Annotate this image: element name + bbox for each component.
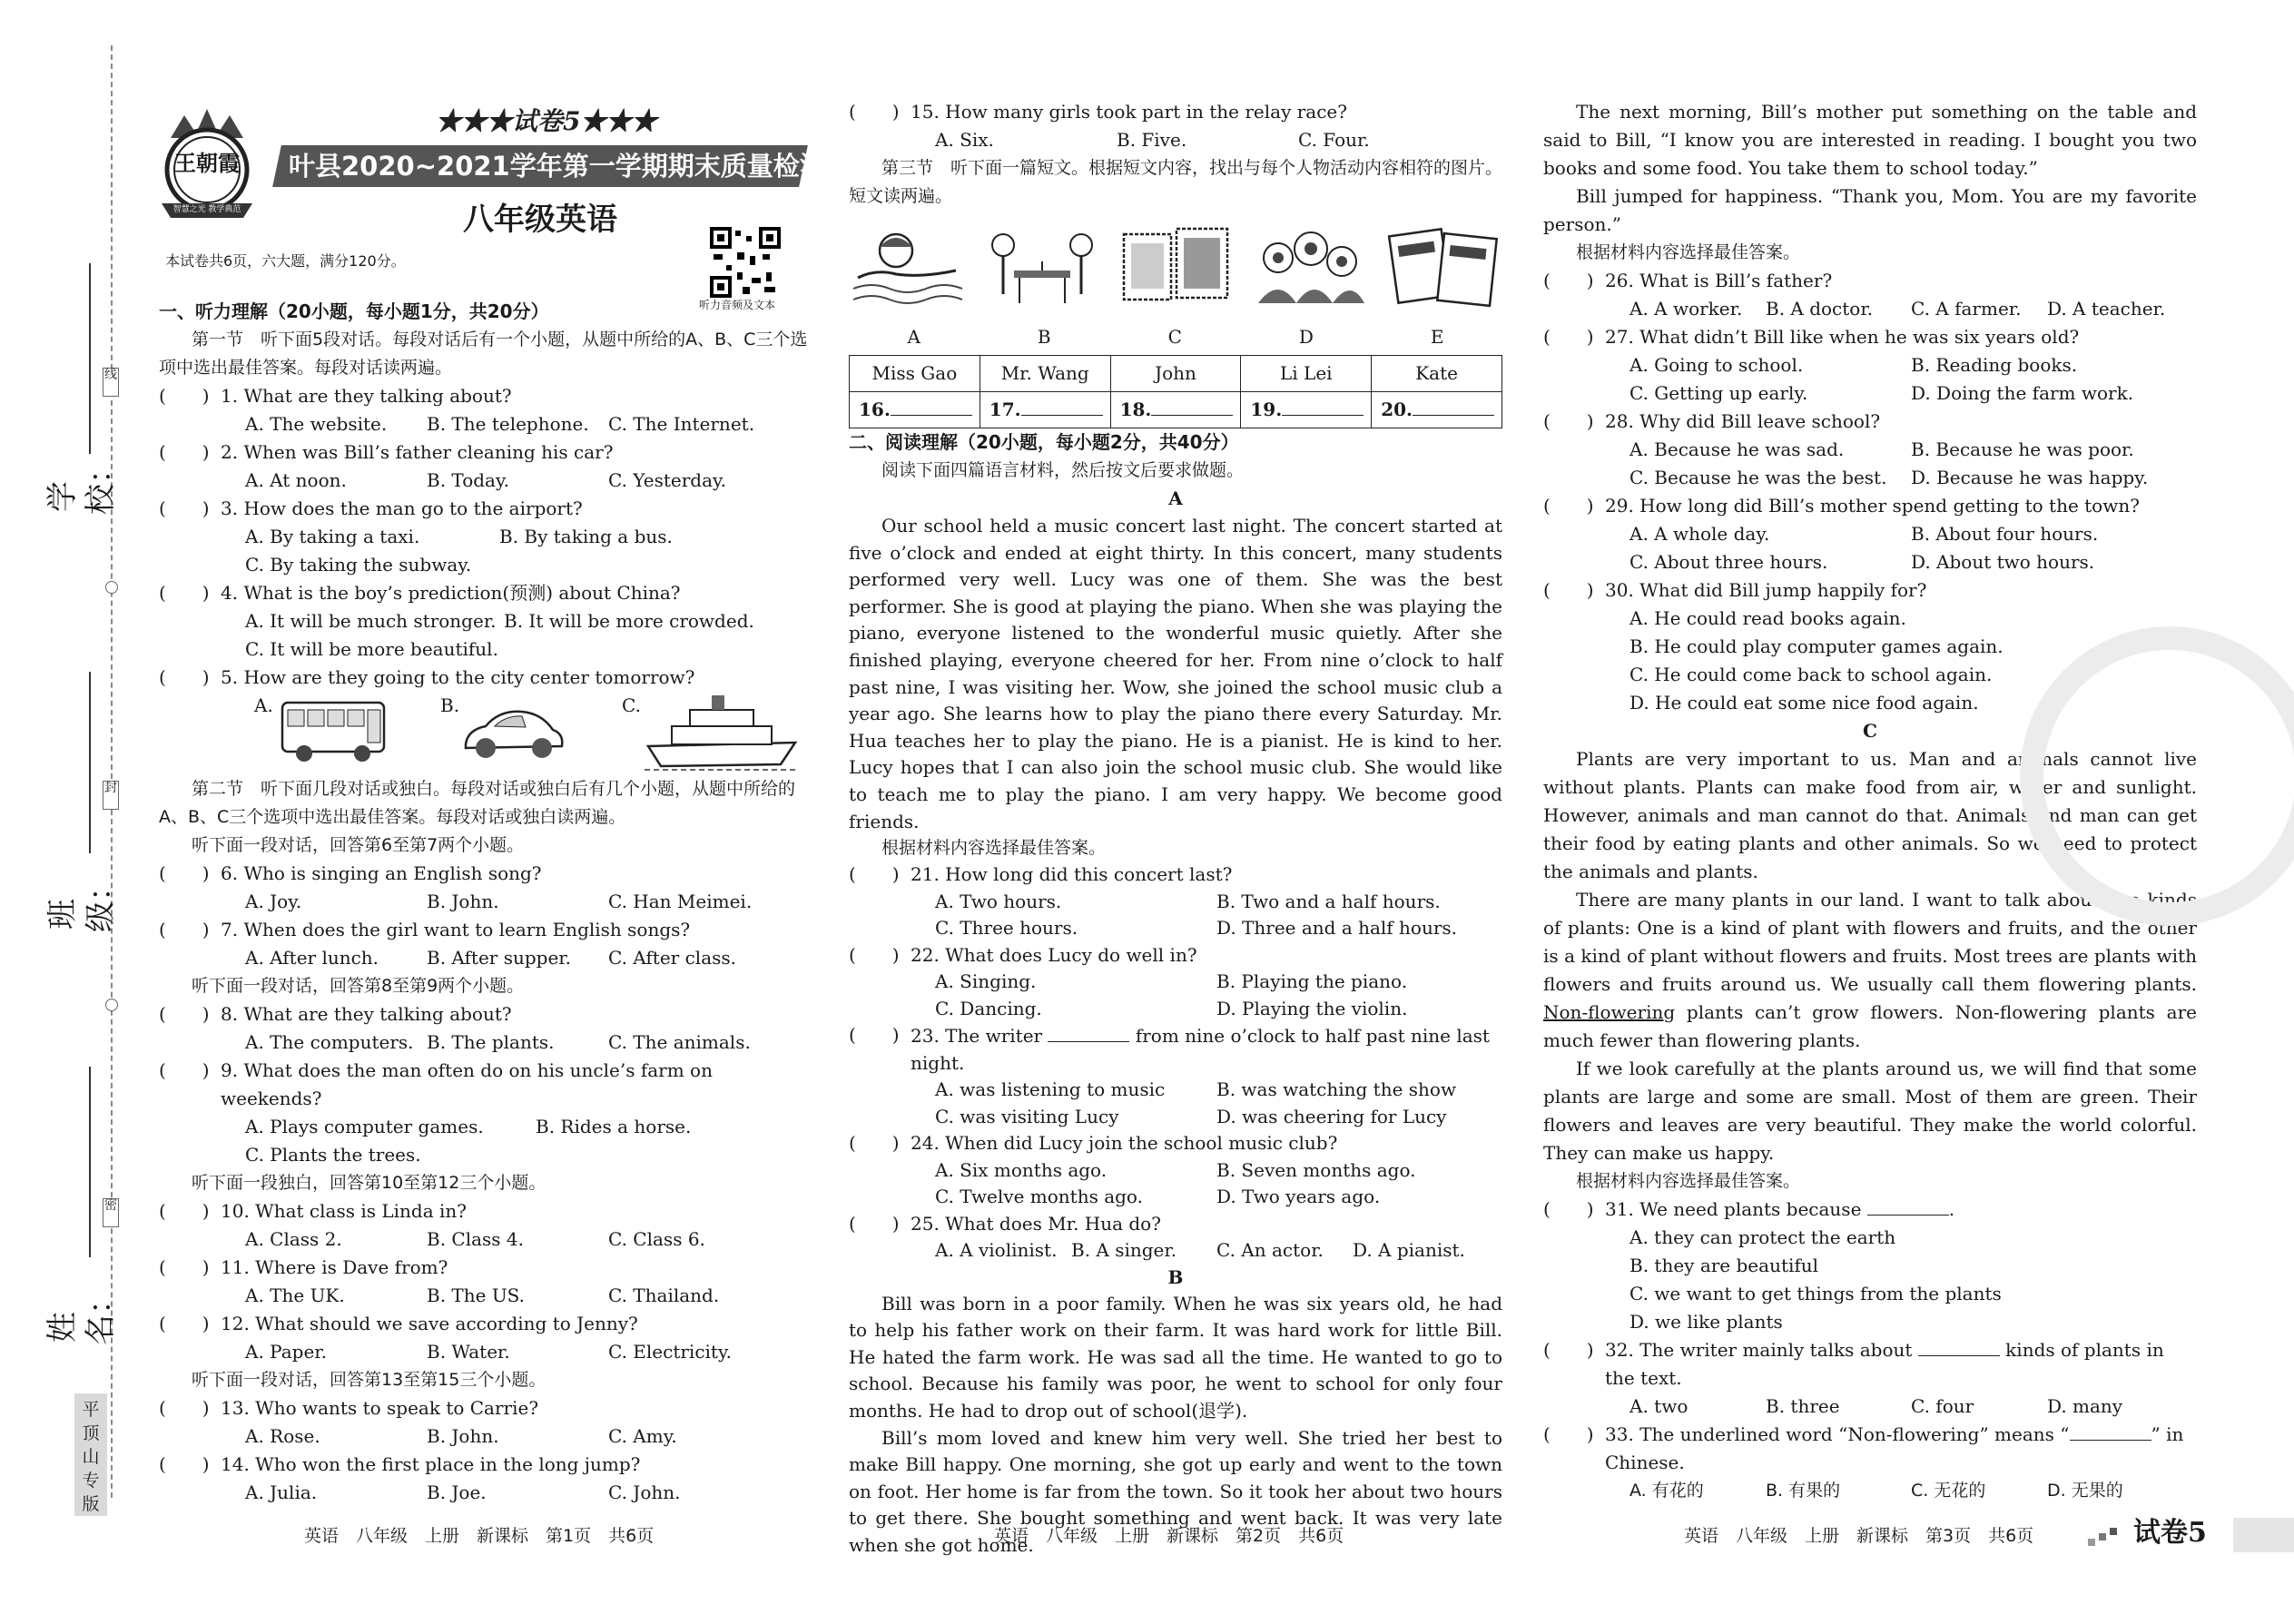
edition-label: 平顶山专版 xyxy=(74,1393,107,1516)
passage-c-para-2: There are many plants in our land. I want to talk about two kinds of plants: One is a kind of plant with flowers and fruits, and the other is a kind of plant without flowers and fruits. Most trees are plants with flowers and fruits around us. We usually call them flowering plants. Non-flowering plants can’t grow flowers. Non-flowering plants are much fewer than flowering plants. xyxy=(1543,889,2198,1051)
question-29: ( ) 29. How long did Bill’s mother spend getting to the town? xyxy=(1543,492,2197,520)
answer-bracket[interactable]: ( ) xyxy=(1543,1339,1594,1361)
passage-b-para-2: Bill’s mom loved and knew him very well. She tried her best to make Bill happy. One morning, she got up early and went to the town on foot. Her home is far from the town. So it took her about two hours to get there. She bought something and went back. It was very late when she got home. xyxy=(849,1426,1502,1556)
answer-cell[interactable]: 18. xyxy=(1110,392,1241,428)
question-11: ( ) 11. Where is Dave from? xyxy=(159,1254,808,1282)
question-22: ( ) 22. What does Lucy do well in? xyxy=(849,942,1502,969)
option-9c: C. Plants the trees. xyxy=(245,1144,421,1166)
answer-blank[interactable] xyxy=(1867,1196,1949,1216)
answer-bracket[interactable]: ( ) xyxy=(159,1256,210,1278)
options-15: A. Six. B. Five. C. Four. xyxy=(935,129,1370,151)
qr-caption: 听力音频及文本 xyxy=(699,299,776,311)
bus-icon xyxy=(279,694,388,766)
passage-c-para-1: Plants are very important to us. Man and animals cannot live without plants. Plants can make food from air, water and sunlight. However, animals and man cannot do that. Animals and man can get their food by eating plants and other animals. So we need to protect the animals and plants. xyxy=(1543,748,2197,882)
options-8: A. The computers. B. The plants. C. The animals. xyxy=(245,1031,751,1053)
question-28: ( ) 28. Why did Bill leave school? xyxy=(1543,408,2197,436)
answer-cell[interactable]: 16. xyxy=(850,392,980,428)
question-2: ( ) 2. When was Bill’s father cleaning his car? xyxy=(159,438,808,467)
exam-title-text: 叶县2020~2021学年第一学期期末质量检测试卷 xyxy=(289,151,879,182)
question-3: ( ) 3. How does the man go to the airport? xyxy=(159,495,808,523)
passage-b-title: B xyxy=(1167,1265,1184,1288)
brand-name: 王朝霞 xyxy=(174,150,240,176)
question-21: ( ) 21. How long did this concert last? xyxy=(849,861,1502,889)
mark-mi: 密 xyxy=(103,1198,119,1227)
school-label: 学校： xyxy=(44,453,119,515)
answer-bracket[interactable]: ( ) xyxy=(849,1024,900,1047)
footer-page-1: 英语 八年级 上册 新课标 第1页 共6页 xyxy=(304,1526,655,1546)
questions-21-25: ( ) 21. How long did this concert last? A. Two hours. B. Two and a half hours. C. Three hours. D. Three and a half hours. ( ) 22. What does Lucy do well in? A. Singing. B. Playing the piano. C. Dancing. D. Playing the violin. ( ) 23. The writer from nine o’clock to half past nine last night. A. was listening to music B. was watching the show C. was visiting Lucy D. was cheering for Lucy ( ) 24. When did Lucy join the school music club? A. Six months ago. B. Seven months ago. C. Twelve months ago. D. Two years ago. ( ) 25. What does Mr. Hua do? A. A violinist. B. A singer. C. An actor. D. A pianist. xyxy=(849,861,1502,1265)
footer-page-2: 英语 八年级 上册 新课标 第2页 共6页 xyxy=(994,1526,1344,1546)
question-12: ( ) 12. What should we save according to Jenny? xyxy=(159,1310,808,1338)
option-3c: C. By taking the subway. xyxy=(245,554,472,576)
footer-decoration xyxy=(2088,1528,2119,1548)
answer-blank[interactable] xyxy=(1918,1336,2000,1356)
sub-instruction-4: 听下面一段对话，回答第13至第15三个小题。 xyxy=(192,1370,546,1390)
question-9: ( ) 9. What does the man often do on his uncle’s farm on weekends? xyxy=(159,1057,808,1113)
part3-instructions: 第三节 听下面一篇短文。根据短文内容，找出与每个人物活动内容相符的图片。短文读两遍。 xyxy=(849,158,1503,206)
mark-feng: 封 xyxy=(103,781,119,810)
answer-bracket[interactable]: ( ) xyxy=(159,1453,210,1475)
mark-xian: 线 xyxy=(103,368,119,397)
stamps-icon xyxy=(1117,221,1235,312)
name-line xyxy=(89,1067,91,1257)
answer-bracket[interactable]: ( ) xyxy=(159,1397,210,1419)
passage-a: Our school held a music concert last night. The concert started at five o’clock and ended at eight thirty. In this concert, many students performed very well. Lucy was one of them. She was the best performer. She is good at playing the piano. When she was playing the piano, everyone listened to the wonderful music quietly. After she finished playing, everyone cheered for her. From nine o’clock to half past nine, I was visiting her. Wow, she joined the school music club a year ago. She learns how to play the piano there every Saturday. Mr. Hua teaches her to play the piano. He is a pianist. He is kind to her. Lucy hopes that I can also join the school music club. She would like to teach me to play the piano. I am very happy. We become good friends. xyxy=(849,515,1502,832)
options-14: A. Julia. B. Joe. C. John. xyxy=(245,1481,681,1503)
options-6: A. Joy. B. John. C. Han Meimei. xyxy=(245,891,753,912)
answer-bracket[interactable]: ( ) xyxy=(1543,579,1594,601)
answer-bracket[interactable]: ( ) xyxy=(159,1313,210,1334)
underlined-word: Non-flowering xyxy=(1543,1001,1676,1023)
answer-bracket[interactable]: ( ) xyxy=(849,101,900,123)
passage-b-para-1: Bill was born in a poor family. When he was six years old, he had to help his father work on their farm. It was hard work for little Bill. He hated the farm work. He was sad all the time. He wanted to go to school. Because his family was poor, he went to school for only four months. He had to drop out of school(退学). xyxy=(849,1292,1502,1422)
flowers-icon xyxy=(1251,221,1369,312)
part1-instructions: 第一节 听下面5段对话。每段对话后有一个小题，从题中所给的A、B、C三个选项中选出最佳答案。每段对话读两遍。 xyxy=(159,330,808,378)
class-label: 班级： xyxy=(44,871,119,932)
section2-title: 二、阅读理解（20小题，每小题2分，共40分） xyxy=(849,431,1239,453)
name-label: 姓名： xyxy=(44,1284,119,1345)
question-27: ( ) 27. What didn’t Bill like when he was six years old? xyxy=(1543,323,2197,351)
section2-instructions: 阅读下面四篇语言材料，然后按文后要求做题。 xyxy=(881,460,1245,480)
paper-label: ★★★试卷5★★★ xyxy=(436,106,657,136)
question-8: ( ) 8. What are they talking about? xyxy=(159,1000,808,1029)
question-15: ( ) 15. How many girls took part in the relay race? xyxy=(849,98,1502,126)
options-13: A. Rose. B. John. C. Amy. xyxy=(245,1425,677,1447)
ship-icon xyxy=(645,692,799,773)
answer-bracket[interactable]: ( ) xyxy=(1543,1198,1594,1220)
passage-c-para-3: If we look carefully at the plants around us, we will find that some plants are large and some are small. Most of them are green. Their flowers and leaves are very beautiful. They make the world colorful. They can make us happy. xyxy=(1543,1058,2197,1164)
subject-title: 八年级英语 xyxy=(463,202,617,238)
options-9: A. Plays computer games. B. Rides a horse. xyxy=(245,1116,692,1137)
options-3: A. By taking a taxi. B. By taking a bus. xyxy=(245,526,673,547)
ping-pong-icon xyxy=(983,221,1101,312)
swimming-boy-icon xyxy=(849,221,967,312)
answer-bracket[interactable]: ( ) xyxy=(159,919,210,940)
question-13: ( ) 13. Who wants to speak to Carrie? xyxy=(159,1394,808,1422)
answer-blank[interactable] xyxy=(1048,1022,1129,1042)
question-4: ( ) 4. What is the boy’s prediction(预测) about China? xyxy=(159,579,808,607)
answer-bracket[interactable]: ( ) xyxy=(849,943,900,966)
passage-b-para-3: The next morning, Bill’s mother put something on the table and said to Bill, “I know you are interested in reading. I bought you two books and some food. You take them to school today.” xyxy=(1543,101,2197,179)
options-1: A. The website. B. The telephone. C. The Internet. xyxy=(245,413,755,435)
footer-bar xyxy=(2233,1518,2294,1552)
question-14: ( ) 14. Who won the first place in the long jump? xyxy=(159,1451,808,1479)
brand-logo xyxy=(153,102,261,220)
picture-letters: A B C D E xyxy=(907,326,1444,348)
answer-cell[interactable]: 19. xyxy=(1241,392,1372,428)
car-icon xyxy=(458,703,567,766)
cut-line xyxy=(111,45,113,1498)
table-row: Miss Gao Mr. Wang John Li Lei Kate xyxy=(850,356,1502,392)
section1-title: 一、听力理解（20小题，每小题1分，共20分） xyxy=(159,300,549,322)
part2-instructions: 第二节 听下面几段对话或独白。每段对话或独白后有几个小题，从题中所给的A、B、C三个选项中选出最佳答案。每段对话或独白读两遍。 xyxy=(159,779,796,827)
school-line xyxy=(89,263,91,454)
passage-b-para-4: Bill jumped for happiness. “Thank you, Mom. You are my favorite person.” xyxy=(1543,185,2197,235)
question-25: ( ) 25. What does Mr. Hua do? xyxy=(849,1211,1502,1238)
question-10: ( ) 10. What class is Linda in? xyxy=(159,1197,808,1225)
matching-table xyxy=(849,355,1502,428)
column-2 xyxy=(849,98,1502,1560)
options-7: A. After lunch. B. After supper. C. After class. xyxy=(245,947,736,969)
answer-bracket[interactable]: ( ) xyxy=(159,497,210,519)
exam-info: 本试卷共6页，六大题，满分120分。 xyxy=(165,252,406,270)
passage-c-title: C xyxy=(1863,720,1877,742)
binding-dot xyxy=(105,581,118,594)
passage-c-instructions: 根据材料内容选择最佳答案。 xyxy=(1576,1171,1801,1191)
question-5: ( ) 5. How are they going to the city center tomorrow? xyxy=(159,664,808,692)
answer-bracket[interactable]: ( ) xyxy=(1543,1423,1594,1445)
answer-bracket[interactable]: ( ) xyxy=(1543,495,1594,517)
answer-bracket[interactable]: ( ) xyxy=(849,1212,900,1235)
answer-bracket[interactable]: ( ) xyxy=(159,862,210,884)
question-6: ( ) 6. Who is singing an English song? xyxy=(159,860,808,888)
answer-bracket[interactable]: ( ) xyxy=(1543,410,1594,432)
books-icon xyxy=(1384,221,1502,312)
question-33: ( ) 33. The underlined word “Non-flowering” means “ ” in Chinese. xyxy=(1543,1421,2197,1477)
question-24: ( ) 24. When did Lucy join the school music club? xyxy=(849,1130,1502,1157)
answer-cell[interactable]: 17. xyxy=(980,392,1110,428)
passage-a-title: A xyxy=(1168,487,1183,509)
binding-strip xyxy=(0,0,127,1624)
question-23: ( ) 23. The writer from nine o’clock to half past nine last night. xyxy=(849,1022,1502,1077)
answer-blank[interactable] xyxy=(2070,1421,2151,1441)
options-12: A. Paper. B. Water. C. Electricity. xyxy=(245,1341,732,1363)
column-3: The next morning, Bill’s mother put something on the table and said to Bill, “I know you are interested in reading. I bought you two books and some food. You take them to school today.” Bill jumped for happiness. “Thank you, Mom. You are my favorite person.” 根据材料内容选择最佳答案。 ( ) 26. What is Bill’s father? A. A worker. B. A doctor. C. A farmer. D. A teacher. ( ) 27. What didn’t Bill like when he was six years old? A. Going to school. B. Reading books. C. Getting up early. D. Doing the farm work. ( ) 28. Why did Bill leave school? A. Because he was sad. B. Because he was poor. C. Because he was the best. D. Because he was happy. ( ) 29. How long did Bill’s mother spend getting to the town? A. A whole day. B. About four hours. C. About three hours. D. About two hours. ( ) 30. What did Bill jump happily for? A. He could read books again. B. He could play computer games again. C. He could come back to school again. D. He could eat some nice food again. C Plants are very important to us. Man and animals cannot live without plants. Plants can make food from air, water and sunlight. However, animals and man cannot do that. Animals and man can get their food by eating plants and other animals. So we need to protect the animals and plants. There are many plants in our land. I want to talk about two kinds of plants: One is a kind of plant with flowers and fruits, and the other is a kind of plant without flowers and fruits. Most trees are plants with flowers and fruits around us. We usually call them flowering plants. Non-flowering plants can’t grow flowers. Non-flowering plants are much fewer than flowering plants. If we look carefully at the plants around us, we will find that some plants are large and some are small. Most of them are green. Their flowers and leaves are very beautiful. They make the world colorful. They can make us happy. 根据材料内容选择最佳答案。 ( ) 31. We need plants because . A. they can protect the earth B. they are beautiful C. we want to get things from the plants D. we like plants ( ) 32. The writer mainly talks about kinds of plants in the text. A. two B. three C. four D. many ( ) 33. The underlined word “Non-flowering” means “ ” in Chinese. A. 有花的 B. 有果的 C. 无花的 D. 无果的 xyxy=(1543,98,2197,1505)
options-2: A. At noon. B. Today. C. Yesterday. xyxy=(245,469,727,491)
option-4c: C. It will be more beautiful. xyxy=(245,638,498,660)
footer-page-3: 英语 八年级 上册 新课标 第3页 共6页 xyxy=(1684,1526,2034,1546)
answer-bracket[interactable]: ( ) xyxy=(159,441,210,463)
answer-bracket[interactable]: ( ) xyxy=(849,863,900,886)
sub-instruction-2: 听下面一段对话，回答第8至第9两个小题。 xyxy=(192,976,525,996)
class-line xyxy=(89,672,91,853)
question-26: ( ) 26. What is Bill’s father? xyxy=(1543,267,2197,295)
answer-bracket[interactable]: ( ) xyxy=(159,1003,210,1025)
qr-code xyxy=(710,227,781,298)
answer-bracket[interactable]: ( ) xyxy=(159,666,210,688)
footer-paper-tag: 试卷5 xyxy=(2133,1517,2207,1549)
answer-bracket[interactable]: ( ) xyxy=(159,1200,210,1222)
answer-bracket[interactable]: ( ) xyxy=(159,385,210,407)
question-1: ( ) 1. What are they talking about? xyxy=(159,382,808,410)
options-5: A. B. C. xyxy=(159,692,808,775)
options-11: A. The UK. B. The US. C. Thailand. xyxy=(245,1284,720,1306)
answer-bracket[interactable]: ( ) xyxy=(1543,326,1594,348)
column-1 xyxy=(159,298,808,1507)
question-7: ( ) 7. When does the girl want to learn English songs? xyxy=(159,916,808,944)
sub-instruction-1: 听下面一段对话，回答第6至第7两个小题。 xyxy=(192,835,525,855)
table-row xyxy=(850,392,1502,428)
picture-row xyxy=(849,221,1502,321)
binding-dot xyxy=(105,999,118,1011)
options-10: A. Class 2. B. Class 4. C. Class 6. xyxy=(245,1228,705,1250)
passage-a-instructions: 根据材料内容选择最佳答案。 xyxy=(881,838,1107,859)
passage-b-instructions: 根据材料内容选择最佳答案。 xyxy=(1576,242,1801,262)
question-31: ( ) 31. We need plants because . xyxy=(1543,1196,2197,1224)
question-30: ( ) 30. What did Bill jump happily for? xyxy=(1543,576,2197,605)
answer-bracket[interactable]: ( ) xyxy=(159,1059,210,1081)
answer-bracket[interactable]: ( ) xyxy=(159,582,210,604)
sub-instruction-3: 听下面一段独白，回答第10至第12三个小题。 xyxy=(192,1173,546,1193)
options-4: A. It will be much stronger. B. It will be more crowded. xyxy=(245,610,754,632)
brand-slogan: 智慧之光 教学典范 xyxy=(172,205,241,214)
answer-bracket[interactable]: ( ) xyxy=(1543,270,1594,291)
answer-cell[interactable]: 20. xyxy=(1372,392,1502,428)
answer-bracket[interactable]: ( ) xyxy=(849,1132,900,1155)
question-32: ( ) 32. The writer mainly talks about kinds of plants in the text. xyxy=(1543,1336,2197,1393)
qr-code-icon xyxy=(710,227,781,298)
